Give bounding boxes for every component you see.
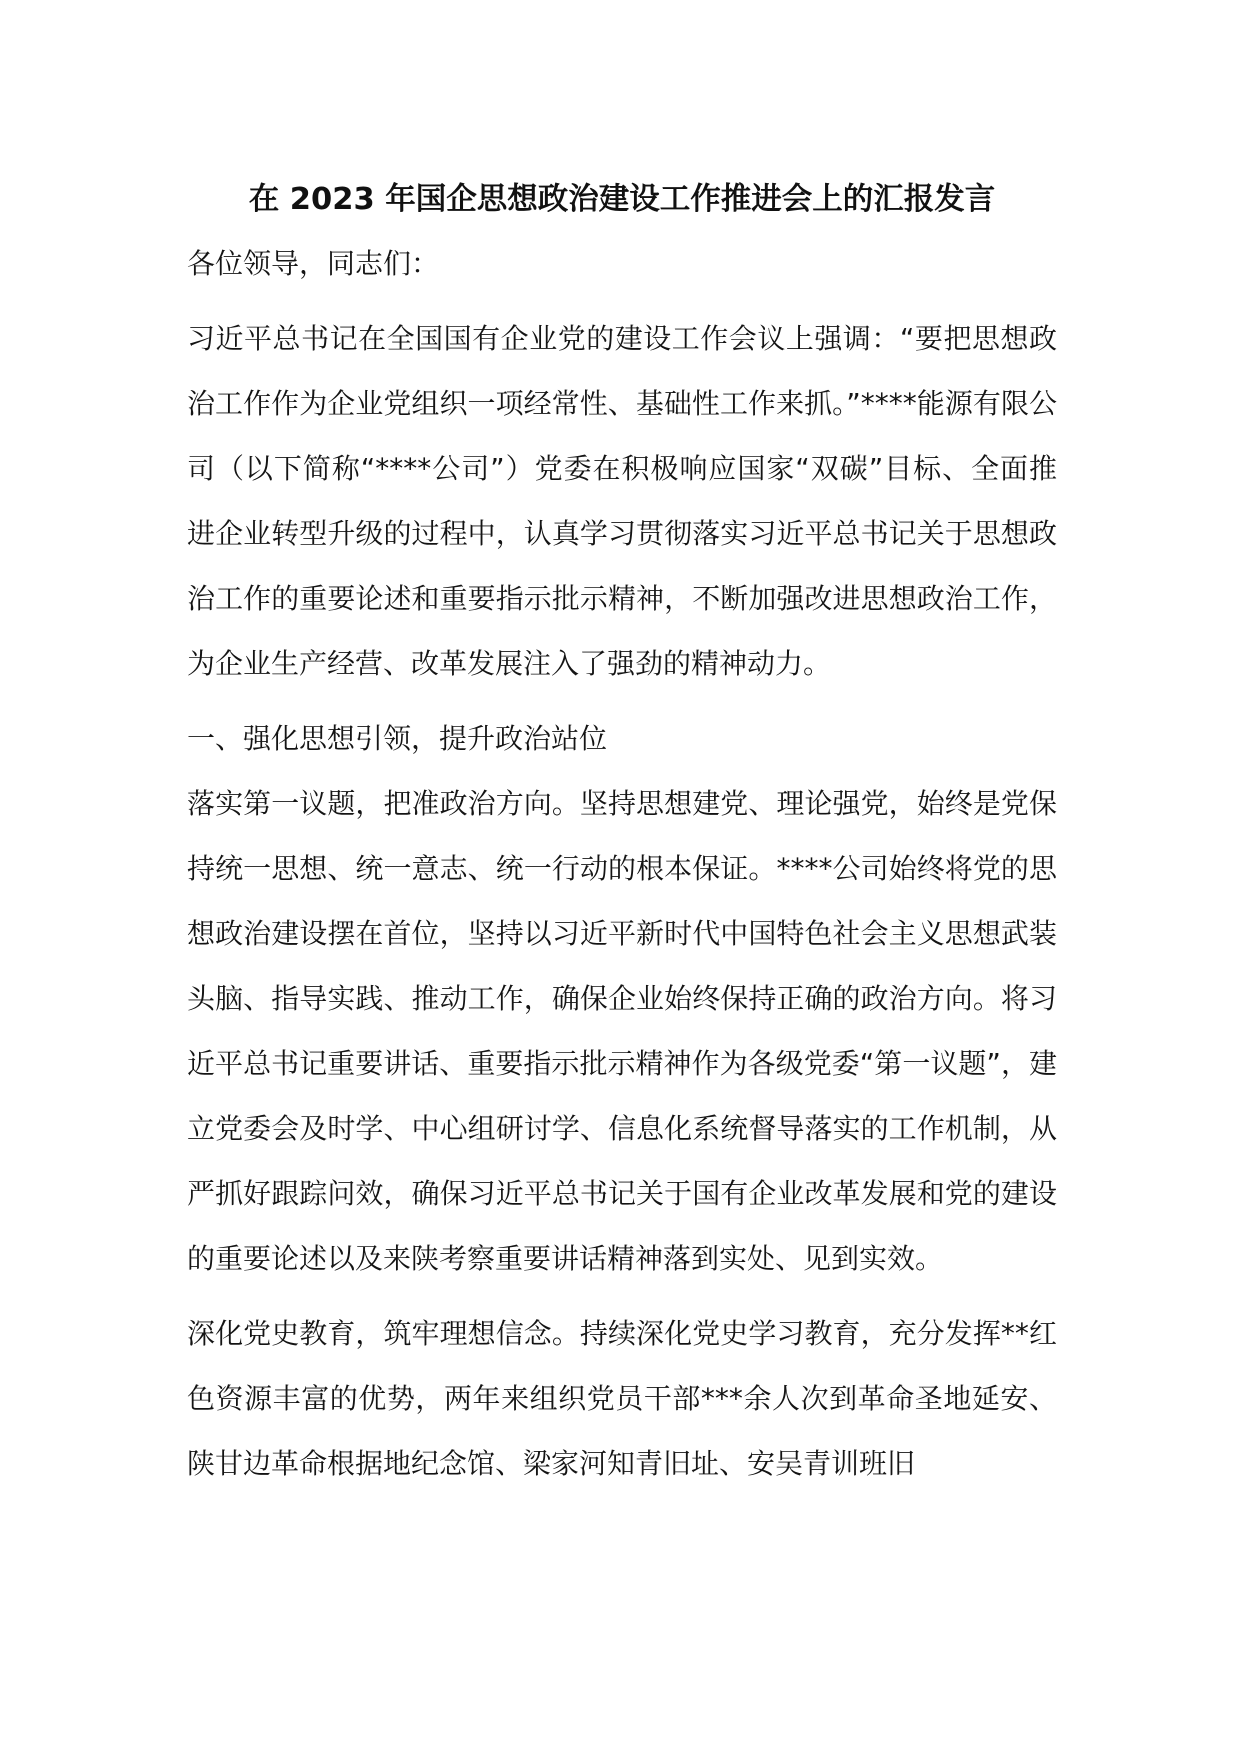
document-body <box>187 175 1057 1506</box>
document-title: 在 2023 年国企思想政治建设工作推进会上的汇报发言 <box>248 182 996 217</box>
paragraph-intro: 习近平总书记在全国国有企业党的建设工作会议上强调：“要把思想政治工作作为企业党组织一项经常性、基础性工作来抓。”****能源有限公司（以下简称“****公司”）党委在积极响应国家“双碳”目标、全面推进企业转型升级的过程中，认真学习贯彻落实习近平总书记关于思想政治工作的重要论述和重要指示批示精神，不断加强改进思想政治工作，为企业生产经营、改革发展注入了强劲的精神动力。 <box>187 322 1057 680</box>
paragraph-party-history: 深化党史教育，筑牢理想信念。持续深化党史学习教育，充分发挥**红色资源丰富的优势，两年来组织党员干部***余人次到革命圣地延安、陕甘边革命根据地纪念馆、梁家河知青旧址、安吴青训班旧 <box>187 1317 1057 1480</box>
salutation: 各位领导，同志们： <box>187 247 440 280</box>
paragraph-first-topic: 落实第一议题，把准政治方向。坚持思想建党、理论强党，始终是党保持统一思想、统一意志、统一行动的根本保证。****公司始终将党的思想政治建设摆在首位，坚持以习近平新时代中国特色社会主义思想武装头脑、指导实践、推动工作，确保企业始终保持正确的政治方向。将习近平总书记重要讲话、重要指示批示精神作为各级党委“第一议题”，建立党委会及时学、中心组研讨学、信息化系统督导落实的工作机制，从严抓好跟踪问效，确保习近平总书记关于国有企业改革发展和党的建设的重要论述以及来陕考察重要讲话精神落到实处、见到实效。 <box>187 787 1057 1275</box>
section-heading-1: 一、强化思想引领，提升政治站位 <box>187 722 608 755</box>
